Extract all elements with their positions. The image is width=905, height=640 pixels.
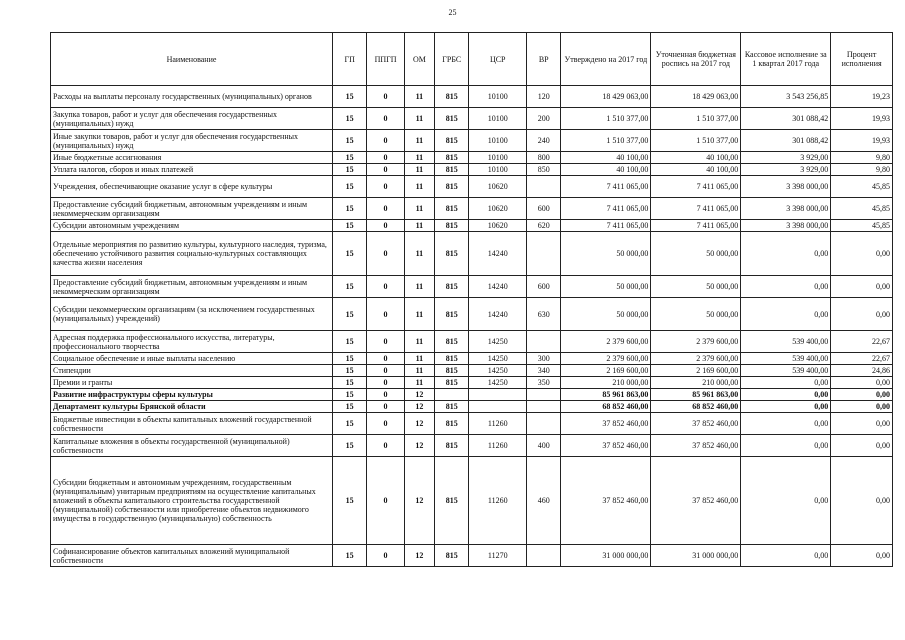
row-name: Стипендии — [51, 365, 333, 377]
cell-refined: 40 100,00 — [651, 152, 741, 164]
cell-approved: 37 852 460,00 — [561, 413, 651, 435]
row-name: Иные закупки товаров, работ и услуг для обеспечения государственных (муниципальных) нужд — [51, 130, 333, 152]
row-name: Субсидии автономным учреждениям — [51, 220, 333, 232]
cell-approved: 210 000,00 — [561, 377, 651, 389]
cell-csr: 10620 — [469, 198, 527, 220]
cell-ppgp: 0 — [367, 365, 404, 377]
row-name: Социальное обеспечение и иные выплаты населению — [51, 353, 333, 365]
cell-refined: 210 000,00 — [651, 377, 741, 389]
table-row — [51, 232, 893, 276]
cell-cash: 0,00 — [741, 389, 831, 401]
cell-vr: 800 — [527, 152, 561, 164]
row-name: Закупка товаров, работ и услуг для обеспечения государственных (муниципальных) нужд — [51, 108, 333, 130]
cell-approved: 1 510 377,00 — [561, 108, 651, 130]
cell-vr — [527, 232, 561, 276]
cell-gp: 15 — [333, 365, 367, 377]
cell-approved: 31 000 000,00 — [561, 545, 651, 567]
cell-grbs: 815 — [435, 164, 469, 176]
cell-refined: 2 169 600,00 — [651, 365, 741, 377]
cell-gp: 15 — [333, 413, 367, 435]
cell-grbs: 815 — [435, 152, 469, 164]
cell-csr: 14250 — [469, 331, 527, 353]
table-row — [51, 130, 893, 152]
cell-gp: 15 — [333, 276, 367, 298]
cell-approved: 85 961 863,00 — [561, 389, 651, 401]
cell-ppgp: 0 — [367, 389, 404, 401]
cell-ppgp: 0 — [367, 377, 404, 389]
cell-grbs: 815 — [435, 198, 469, 220]
cell-approved: 2 169 600,00 — [561, 365, 651, 377]
page-number: 25 — [448, 8, 457, 17]
cell-om: 11 — [404, 220, 434, 232]
cell-grbs: 815 — [435, 331, 469, 353]
cell-grbs: 815 — [435, 86, 469, 108]
cell-percent: 0,00 — [831, 377, 893, 389]
table-row — [51, 331, 893, 353]
cell-vr — [527, 401, 561, 413]
cell-vr: 240 — [527, 130, 561, 152]
table-body — [51, 86, 893, 567]
cell-approved: 2 379 600,00 — [561, 331, 651, 353]
row-name: Департамент культуры Брянской области — [51, 401, 333, 413]
cell-approved: 50 000,00 — [561, 298, 651, 331]
col-header-gp: ГП — [333, 33, 367, 86]
cell-gp: 15 — [333, 130, 367, 152]
cell-percent: 19,93 — [831, 108, 893, 130]
table-row — [51, 164, 893, 176]
cell-ppgp: 0 — [367, 220, 404, 232]
cell-approved: 7 411 065,00 — [561, 220, 651, 232]
cell-vr: 600 — [527, 276, 561, 298]
cell-cash: 0,00 — [741, 298, 831, 331]
cell-csr: 10620 — [469, 220, 527, 232]
cell-gp: 15 — [333, 457, 367, 545]
row-name: Учреждения, обеспечивающие оказание услуг в сфере культуры — [51, 176, 333, 198]
cell-percent: 0,00 — [831, 545, 893, 567]
cell-gp: 15 — [333, 377, 367, 389]
cell-csr: 10620 — [469, 176, 527, 198]
cell-approved: 1 510 377,00 — [561, 130, 651, 152]
cell-gp: 15 — [333, 152, 367, 164]
cell-cash: 0,00 — [741, 545, 831, 567]
cell-ppgp: 0 — [367, 164, 404, 176]
cell-gp: 15 — [333, 164, 367, 176]
cell-csr — [469, 401, 527, 413]
cell-om: 11 — [404, 130, 434, 152]
cell-percent: 0,00 — [831, 457, 893, 545]
cell-percent: 0,00 — [831, 276, 893, 298]
table-row — [51, 198, 893, 220]
cell-gp: 15 — [333, 389, 367, 401]
cell-grbs: 815 — [435, 353, 469, 365]
cell-percent: 9,80 — [831, 164, 893, 176]
cell-gp: 15 — [333, 331, 367, 353]
cell-ppgp: 0 — [367, 353, 404, 365]
cell-refined: 37 852 460,00 — [651, 413, 741, 435]
row-name: Капитальные вложения в объекты государственной (муниципальной) собственности — [51, 435, 333, 457]
cell-percent: 0,00 — [831, 389, 893, 401]
cell-gp: 15 — [333, 86, 367, 108]
cell-grbs: 815 — [435, 377, 469, 389]
row-name: Бюджетные инвестиции в объекты капитальных вложений государственной собственности — [51, 413, 333, 435]
cell-approved: 40 100,00 — [561, 164, 651, 176]
cell-refined: 18 429 063,00 — [651, 86, 741, 108]
cell-om: 11 — [404, 152, 434, 164]
cell-ppgp: 0 — [367, 152, 404, 164]
cell-om: 11 — [404, 164, 434, 176]
cell-grbs: 815 — [435, 435, 469, 457]
cell-csr: 14240 — [469, 232, 527, 276]
cell-om: 11 — [404, 86, 434, 108]
cell-ppgp: 0 — [367, 298, 404, 331]
table-row — [51, 220, 893, 232]
cell-vr — [527, 389, 561, 401]
cell-grbs: 815 — [435, 401, 469, 413]
cell-vr — [527, 331, 561, 353]
cell-gp: 15 — [333, 401, 367, 413]
cell-om: 11 — [404, 232, 434, 276]
cell-refined: 50 000,00 — [651, 276, 741, 298]
cell-gp: 15 — [333, 353, 367, 365]
table-row — [51, 86, 893, 108]
cell-grbs: 815 — [435, 298, 469, 331]
cell-approved: 50 000,00 — [561, 276, 651, 298]
cell-ppgp: 0 — [367, 176, 404, 198]
cell-om: 11 — [404, 276, 434, 298]
cell-vr: 340 — [527, 365, 561, 377]
cell-cash: 0,00 — [741, 377, 831, 389]
cell-refined: 7 411 065,00 — [651, 220, 741, 232]
cell-refined: 37 852 460,00 — [651, 457, 741, 545]
cell-ppgp: 0 — [367, 232, 404, 276]
cell-om: 11 — [404, 331, 434, 353]
header-row — [51, 33, 893, 86]
cell-vr: 300 — [527, 353, 561, 365]
row-name: Премии и гранты — [51, 377, 333, 389]
cell-percent: 24,86 — [831, 365, 893, 377]
cell-ppgp: 0 — [367, 276, 404, 298]
cell-approved: 7 411 065,00 — [561, 176, 651, 198]
cell-csr: 11260 — [469, 457, 527, 545]
row-name: Предоставление субсидий бюджетным, автономным учреждениям и иным некоммерческим организациям — [51, 198, 333, 220]
cell-om: 11 — [404, 353, 434, 365]
cell-cash: 0,00 — [741, 457, 831, 545]
cell-grbs: 815 — [435, 365, 469, 377]
cell-percent: 9,80 — [831, 152, 893, 164]
col-header-om: ОМ — [404, 33, 434, 86]
cell-om: 12 — [404, 457, 434, 545]
col-header-approved: Утверждено на 2017 год — [561, 33, 651, 86]
table-row — [51, 176, 893, 198]
row-name: Иные бюджетные ассигнования — [51, 152, 333, 164]
cell-csr: 10100 — [469, 164, 527, 176]
cell-cash: 3 929,00 — [741, 164, 831, 176]
cell-ppgp: 0 — [367, 435, 404, 457]
cell-csr — [469, 389, 527, 401]
table-row — [51, 276, 893, 298]
cell-cash: 539 400,00 — [741, 353, 831, 365]
cell-approved: 37 852 460,00 — [561, 435, 651, 457]
cell-csr: 14250 — [469, 353, 527, 365]
col-header-refined: Уточненная бюджетная роспись на 2017 год — [651, 33, 741, 86]
cell-refined: 50 000,00 — [651, 232, 741, 276]
table-row — [51, 377, 893, 389]
col-header-cash: Кассовое исполнение за 1 квартал 2017 года — [741, 33, 831, 86]
col-header-name: Наименование — [51, 33, 333, 86]
cell-vr: 120 — [527, 86, 561, 108]
table-row — [51, 457, 893, 545]
cell-cash: 0,00 — [741, 435, 831, 457]
table-row — [51, 389, 893, 401]
cell-ppgp: 0 — [367, 457, 404, 545]
cell-percent: 22,67 — [831, 353, 893, 365]
cell-cash: 0,00 — [741, 401, 831, 413]
cell-csr: 10100 — [469, 86, 527, 108]
cell-om: 11 — [404, 198, 434, 220]
cell-cash: 301 088,42 — [741, 108, 831, 130]
cell-ppgp: 0 — [367, 545, 404, 567]
cell-grbs: 815 — [435, 108, 469, 130]
table-row — [51, 413, 893, 435]
cell-om: 12 — [404, 545, 434, 567]
cell-grbs: 815 — [435, 130, 469, 152]
cell-gp: 15 — [333, 220, 367, 232]
cell-grbs: 815 — [435, 545, 469, 567]
cell-approved: 37 852 460,00 — [561, 457, 651, 545]
cell-approved: 50 000,00 — [561, 232, 651, 276]
cell-refined: 2 379 600,00 — [651, 353, 741, 365]
row-name: Развитие инфраструктуры сферы культуры — [51, 389, 333, 401]
cell-om: 12 — [404, 413, 434, 435]
cell-approved: 68 852 460,00 — [561, 401, 651, 413]
cell-ppgp: 0 — [367, 413, 404, 435]
cell-approved: 2 379 600,00 — [561, 353, 651, 365]
row-name: Адресная поддержка профессионального искусства, литературы, профессионального творчества — [51, 331, 333, 353]
cell-vr — [527, 545, 561, 567]
cell-refined: 7 411 065,00 — [651, 198, 741, 220]
cell-csr: 10100 — [469, 108, 527, 130]
cell-approved: 7 411 065,00 — [561, 198, 651, 220]
cell-cash: 0,00 — [741, 232, 831, 276]
cell-vr — [527, 413, 561, 435]
table-row — [51, 401, 893, 413]
cell-grbs: 815 — [435, 413, 469, 435]
cell-cash: 3 398 000,00 — [741, 198, 831, 220]
cell-percent: 19,93 — [831, 130, 893, 152]
col-header-csr: ЦСР — [469, 33, 527, 86]
cell-gp: 15 — [333, 545, 367, 567]
cell-ppgp: 0 — [367, 108, 404, 130]
cell-refined: 2 379 600,00 — [651, 331, 741, 353]
cell-gp: 15 — [333, 176, 367, 198]
cell-gp: 15 — [333, 435, 367, 457]
table-row — [51, 353, 893, 365]
cell-cash: 539 400,00 — [741, 365, 831, 377]
cell-refined: 7 411 065,00 — [651, 176, 741, 198]
cell-ppgp: 0 — [367, 130, 404, 152]
cell-vr: 620 — [527, 220, 561, 232]
cell-ppgp: 0 — [367, 401, 404, 413]
cell-csr: 11270 — [469, 545, 527, 567]
cell-refined: 40 100,00 — [651, 164, 741, 176]
cell-cash: 3 398 000,00 — [741, 220, 831, 232]
cell-csr: 10100 — [469, 130, 527, 152]
table-row — [51, 545, 893, 567]
table-row — [51, 435, 893, 457]
table-row — [51, 108, 893, 130]
cell-cash: 0,00 — [741, 276, 831, 298]
col-header-ppgp: ППГП — [367, 33, 404, 86]
cell-refined: 1 510 377,00 — [651, 108, 741, 130]
cell-vr — [527, 176, 561, 198]
cell-percent: 45,85 — [831, 198, 893, 220]
cell-grbs — [435, 389, 469, 401]
cell-csr: 11260 — [469, 413, 527, 435]
row-name: Субсидии бюджетным и автономным учреждениям, государственным (муниципальным) унитарным предприятиям на осуществление капитальных вложений в объекты капитального строительства государственной (муниципальной) собственности или приобретение объектов недвижимого имущества в государственную (муниципальную) собственность — [51, 457, 333, 545]
col-header-vr: ВР — [527, 33, 561, 86]
cell-csr: 10100 — [469, 152, 527, 164]
cell-grbs: 815 — [435, 276, 469, 298]
cell-om: 12 — [404, 435, 434, 457]
row-name: Уплата налогов, сборов и иных платежей — [51, 164, 333, 176]
cell-refined: 85 961 863,00 — [651, 389, 741, 401]
row-name: Субсидии некоммерческим организациям (за исключением государственных (муниципальных) учреждений) — [51, 298, 333, 331]
cell-gp: 15 — [333, 198, 367, 220]
cell-vr: 400 — [527, 435, 561, 457]
cell-cash: 0,00 — [741, 413, 831, 435]
cell-vr: 850 — [527, 164, 561, 176]
cell-cash: 3 543 256,85 — [741, 86, 831, 108]
cell-percent: 0,00 — [831, 435, 893, 457]
cell-ppgp: 0 — [367, 331, 404, 353]
cell-refined: 31 000 000,00 — [651, 545, 741, 567]
cell-percent: 0,00 — [831, 401, 893, 413]
col-header-percent: Процент исполнения — [831, 33, 893, 86]
cell-csr: 14240 — [469, 298, 527, 331]
cell-ppgp: 0 — [367, 198, 404, 220]
cell-vr: 350 — [527, 377, 561, 389]
cell-vr: 600 — [527, 198, 561, 220]
cell-om: 11 — [404, 298, 434, 331]
cell-gp: 15 — [333, 232, 367, 276]
cell-gp: 15 — [333, 298, 367, 331]
cell-percent: 19,23 — [831, 86, 893, 108]
budget-table — [50, 32, 893, 567]
cell-om: 12 — [404, 389, 434, 401]
cell-percent: 0,00 — [831, 413, 893, 435]
cell-refined: 68 852 460,00 — [651, 401, 741, 413]
cell-percent: 22,67 — [831, 331, 893, 353]
cell-vr: 630 — [527, 298, 561, 331]
table-row — [51, 298, 893, 331]
cell-cash: 3 398 000,00 — [741, 176, 831, 198]
row-name: Расходы на выплаты персоналу государственных (муниципальных) органов — [51, 86, 333, 108]
cell-vr: 460 — [527, 457, 561, 545]
cell-grbs: 815 — [435, 232, 469, 276]
cell-grbs: 815 — [435, 457, 469, 545]
row-name: Отдельные мероприятия по развитию культуры, культурного наследия, туризма, обеспечению устойчивого развития социально-культурных составляющих качества жизни населения — [51, 232, 333, 276]
cell-grbs: 815 — [435, 176, 469, 198]
row-name: Софинансирование объектов капитальных вложений муниципальной собственности — [51, 545, 333, 567]
cell-refined: 37 852 460,00 — [651, 435, 741, 457]
cell-om: 11 — [404, 365, 434, 377]
cell-gp: 15 — [333, 108, 367, 130]
col-header-grbs: ГРБС — [435, 33, 469, 86]
cell-csr: 14250 — [469, 377, 527, 389]
cell-refined: 1 510 377,00 — [651, 130, 741, 152]
cell-csr: 14240 — [469, 276, 527, 298]
cell-om: 11 — [404, 176, 434, 198]
cell-vr: 200 — [527, 108, 561, 130]
cell-grbs: 815 — [435, 220, 469, 232]
cell-percent: 45,85 — [831, 176, 893, 198]
table-row — [51, 152, 893, 164]
cell-percent: 0,00 — [831, 232, 893, 276]
cell-cash: 539 400,00 — [741, 331, 831, 353]
row-name: Предоставление субсидий бюджетным, автономным учреждениям и иным некоммерческим организациям — [51, 276, 333, 298]
cell-om: 11 — [404, 377, 434, 389]
table-row — [51, 365, 893, 377]
cell-csr: 14250 — [469, 365, 527, 377]
cell-ppgp: 0 — [367, 86, 404, 108]
cell-approved: 40 100,00 — [561, 152, 651, 164]
cell-percent: 0,00 — [831, 298, 893, 331]
cell-om: 12 — [404, 401, 434, 413]
cell-percent: 45,85 — [831, 220, 893, 232]
cell-om: 11 — [404, 108, 434, 130]
cell-approved: 18 429 063,00 — [561, 86, 651, 108]
cell-csr: 11260 — [469, 435, 527, 457]
cell-cash: 301 088,42 — [741, 130, 831, 152]
cell-cash: 3 929,00 — [741, 152, 831, 164]
cell-refined: 50 000,00 — [651, 298, 741, 331]
